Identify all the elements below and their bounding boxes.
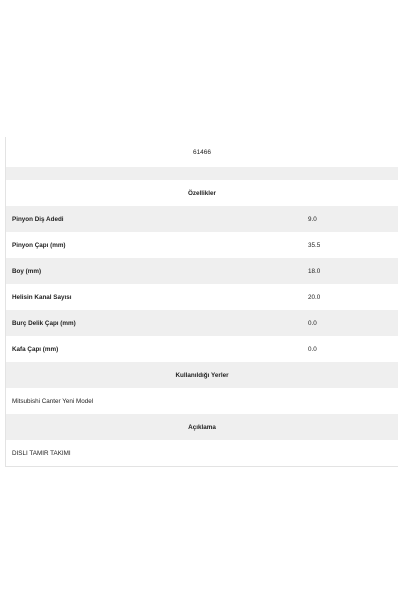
spec-label: Kafa Çapı (mm) [12,345,59,353]
spec-value: 18.0 [308,267,321,275]
description-row [6,440,398,466]
spacer-row [6,167,398,180]
spec-label: Pinyon Diş Adedi [12,215,64,223]
description-text: DISLI TAMIR TAKIMI [12,449,71,457]
spec-value: 0.0 [308,345,317,353]
spec-value: 35.5 [308,241,321,249]
spec-label: Helisin Kanal Sayısı [12,293,72,301]
usage-text: Mitsubishi Canter Yeni Model [12,397,94,405]
product-spec-table [5,137,398,467]
usage-title: Kullanıldığı Yerler [175,371,229,379]
description-header [6,414,398,440]
spec-row [6,336,398,362]
spec-value: 20.0 [308,293,321,301]
usage-row [6,388,398,414]
spec-label: Boy (mm) [12,267,42,275]
spec-row [6,232,398,258]
spec-value: 0.0 [308,319,317,327]
product-code-row [6,137,398,167]
features-header [6,180,398,206]
spec-row [6,206,398,232]
features-title: Özellikler [187,189,216,197]
spec-row [6,258,398,284]
spec-row [6,310,398,336]
description-title: Açıklama [188,423,216,431]
spec-label: Burç Delik Çapı (mm) [12,319,76,327]
product-code: 61466 [192,148,212,156]
spec-row [6,284,398,310]
usage-header [6,362,398,388]
spec-value: 9.0 [308,215,317,223]
spec-label: Pinyon Çapı (mm) [12,241,66,249]
